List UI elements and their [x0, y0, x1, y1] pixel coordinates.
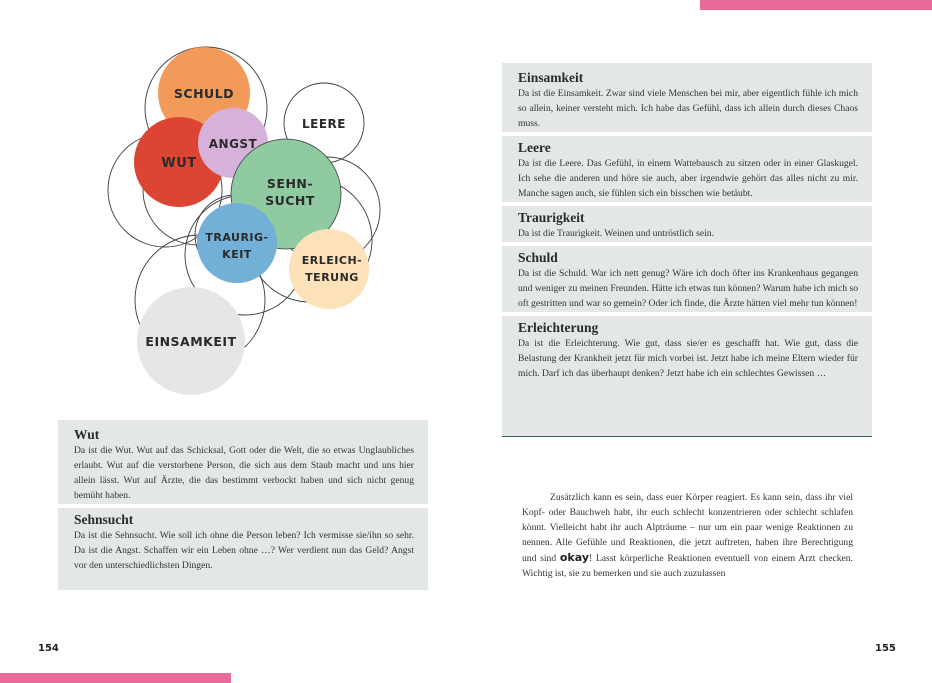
right-emotion-box	[502, 63, 872, 437]
page-number-right: 155	[875, 643, 896, 654]
entry-title: Wut	[74, 427, 100, 442]
entry-text: Da ist die Erleichterung. Wie gut, dass sie/er es geschafft hat. Wie gut, dass die Belastung der Krankheit jetzt für mich vorbei ist. Jetzt habe ich meine Eltern wieder für mich. Darf ich das überhaupt denken? Jetzt habe ich ein schlechtes Gewissen …	[518, 338, 858, 379]
label-sehnsucht-1: SEHN-	[266, 176, 314, 191]
entry-title: Traurigkeit	[518, 210, 585, 225]
label-leere: LEERE	[302, 117, 346, 131]
body-paragraph	[522, 490, 853, 581]
pink-accent-bar-bottom	[0, 673, 231, 683]
label-einsamkeit: EINSAMKEIT	[145, 334, 237, 349]
entry-schuld	[518, 246, 858, 311]
entry-traurigkeit	[518, 206, 858, 241]
bubble-erleichterung	[289, 229, 369, 309]
emotion-bubble-diagram	[100, 40, 400, 400]
entry-leere	[518, 136, 858, 201]
entry-einsamkeit	[518, 69, 858, 131]
entry-text: Da ist die Wut. Wut auf das Schicksal, Gott oder die Welt, die so etwas Unglaubliches erlaubt. Wut auf die verstorbene Person, die sich aus dem Staub macht und uns hier allein lässt. Wut auf Ärzte, die das bestimmt verbockt haben und sich nicht genug bemüht haben.	[74, 445, 414, 501]
entry-title: Leere	[518, 140, 551, 155]
entry-title: Sehnsucht	[74, 512, 134, 527]
entry-erleichterung	[518, 316, 858, 381]
label-sehnsucht-2: SUCHT	[265, 193, 315, 208]
entry-wut	[74, 426, 414, 503]
body-text-part1: Zusätzlich kann es sein, dass euer Körper reagiert. Es kann sein, dass ihr viel Kopf- oder Bauchweh habt, ihr euch schlecht konzentrieren oder schlecht schlafen könnt. Vielleicht habt ihr auch Alpträume – nur um ein paar wenige Reaktionen zu nennen. Alle Gefühle und Reaktionen, die jetzt auftreten, haben ihre Berechtigung und sind	[522, 492, 853, 564]
entry-text: Da ist die Sehnsucht. Wie soll ich ohne die Person leben? Ich vermisse sie/ihn so sehr. Da ist die Angst. Schaffen wir ein Leben ohne …? Wer verdient nun das Geld? Angst vor den unterschiedlichsten Dingen.	[74, 530, 414, 571]
entry-sehnsucht	[74, 508, 414, 573]
left-emotion-box	[58, 420, 428, 590]
entry-text: Da ist die Traurigkeit. Weinen und untröstlich sein.	[518, 228, 714, 239]
label-wut: WUT	[161, 156, 197, 171]
label-erleichterung-1: ERLEICH-	[301, 254, 363, 267]
label-schuld: SCHULD	[173, 86, 235, 101]
label-erleichterung-2: TERUNG	[305, 271, 359, 284]
label-angst: ANGST	[208, 137, 258, 151]
entry-text: Da ist die Schuld. War ich nett genug? Wäre ich doch öfter ins Krankenhaus gegangen und weniger zu meinen Freunden. Hätte ich etwas tun können? Warum habe ich mich so oft gestritten und war so gemein? Oder ich finde, die Ärzte hätten viel mehr tun können!	[518, 268, 858, 309]
label-traurigkeit-1: TRAURIG-	[205, 231, 269, 244]
okay-emphasis: okay	[559, 551, 589, 564]
label-traurigkeit-2: KEIT	[222, 248, 252, 261]
entry-text: Da ist die Einsamkeit. Zwar sind viele Menschen bei mir, aber eigentlich fühle ich mich so allein, keiner versteht mich. Ich habe das Gefühl, dass ich allein durch dieses Chaos muss.	[518, 88, 858, 129]
entry-title: Einsamkeit	[518, 70, 584, 85]
entry-title: Schuld	[518, 250, 558, 265]
page-number-left: 154	[38, 643, 59, 654]
pink-accent-bar-top	[700, 0, 932, 10]
body-text-part2: ! Lasst körperliche Reaktionen eventuell von einem Arzt checken. Wichtig ist, sie zu bemerken und sie auch zuzulassen	[522, 553, 853, 579]
entry-title: Erleichterung	[518, 320, 599, 335]
entry-text: Da ist die Leere. Das Gefühl, in einem Wattebausch zu sitzen oder in einer Glaskugel. Ich sehe die anderen und höre sie auch, aber irgendwie gehört das alles nicht zu mir. Manche sagen auch, sie fühlen sich ein bisschen wie betäubt.	[518, 158, 858, 199]
